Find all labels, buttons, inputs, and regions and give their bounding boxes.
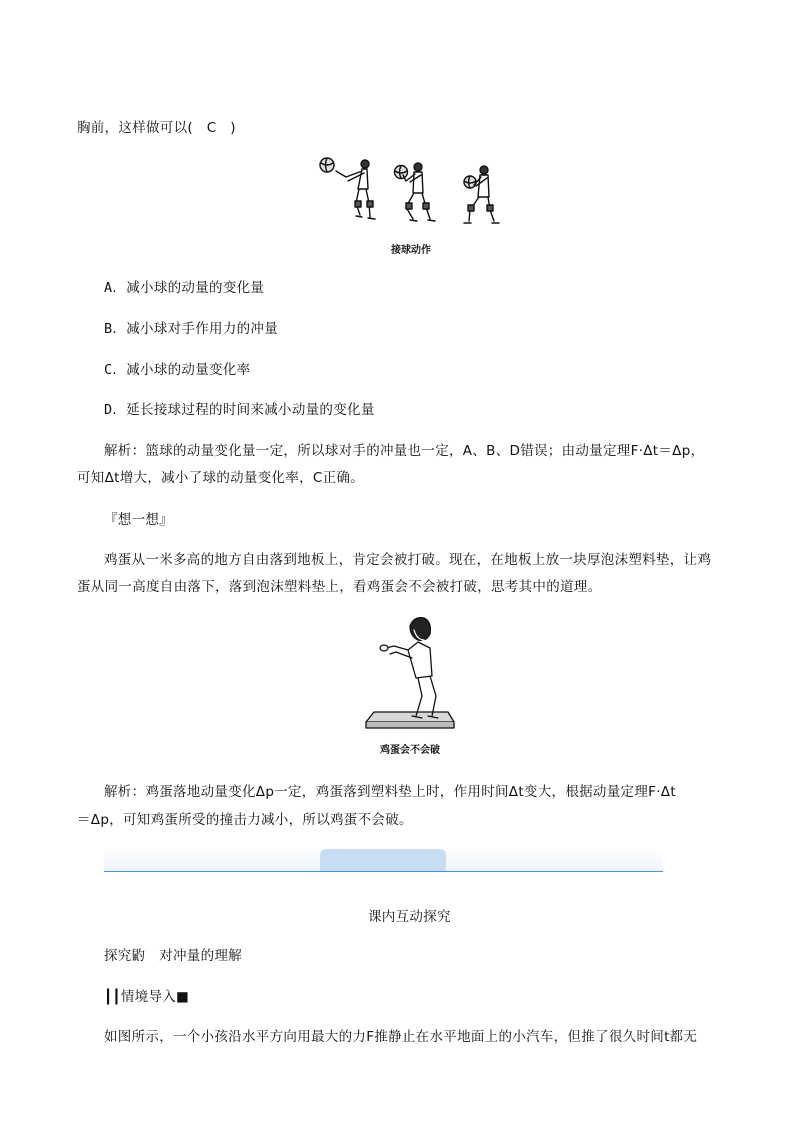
analysis1-line1: 解析：篮球的动量变化量一定，所以球对手的冲量也一定，A、B、D错误；由动量定理F·Δt＝Δp，: [104, 443, 705, 459]
option-d: D．延长接球过程的时间来减小动量的变化量: [104, 402, 375, 418]
option-c: C．减小球的动量变化率: [104, 362, 251, 378]
option-b: B．减小球对手作用力的冲量: [104, 321, 279, 337]
section-tab: [320, 849, 446, 871]
section-title: 课内互动探究: [368, 909, 451, 925]
section-intro: 如图所示，一个小孩沿水平方向用最大的力F推静止在水平地面上的小汽车，但推了很久时间t都无: [104, 1029, 698, 1045]
figure2-caption: 鸡蛋会不会破: [380, 745, 440, 756]
figure1-caption: 接球动作: [391, 245, 431, 256]
catching-ball-figure: [318, 155, 504, 239]
analysis1-line2: 可知Δt增大，减小了球的动量变化率，C正确。: [77, 470, 365, 486]
think-line2: 蛋从同一高度自由落下，落到泡沫塑料垫上，看鸡蛋会不会被打破，思考其中的道理。: [77, 579, 602, 595]
situation-heading: ┃┃情境导入■: [104, 989, 190, 1005]
think-line1: 鸡蛋从一米多高的地方自由落到地板上，肯定会被打破。现在，在地板上放一块厚泡沫塑料垫，让鸡: [104, 552, 712, 568]
section-point: 探究䶂 对冲量的理解: [104, 948, 242, 964]
section-divider: [104, 871, 663, 872]
think-heading: 『想一想』: [104, 512, 173, 528]
egg-drop-figure: [362, 614, 458, 740]
analysis2-line1: 解析：鸡蛋落地动量变化Δp一定，鸡蛋落到塑料垫上时，作用时间Δt变大，根据动量定理F·Δt: [104, 784, 676, 800]
analysis2-line2: ＝Δp，可知鸡蛋所受的撞击力减小，所以鸡蛋不会破。: [77, 812, 413, 828]
option-a: A．减小球的动量的变化量: [104, 280, 265, 296]
question-tail: 胸前，这样做可以( C ): [77, 120, 236, 136]
